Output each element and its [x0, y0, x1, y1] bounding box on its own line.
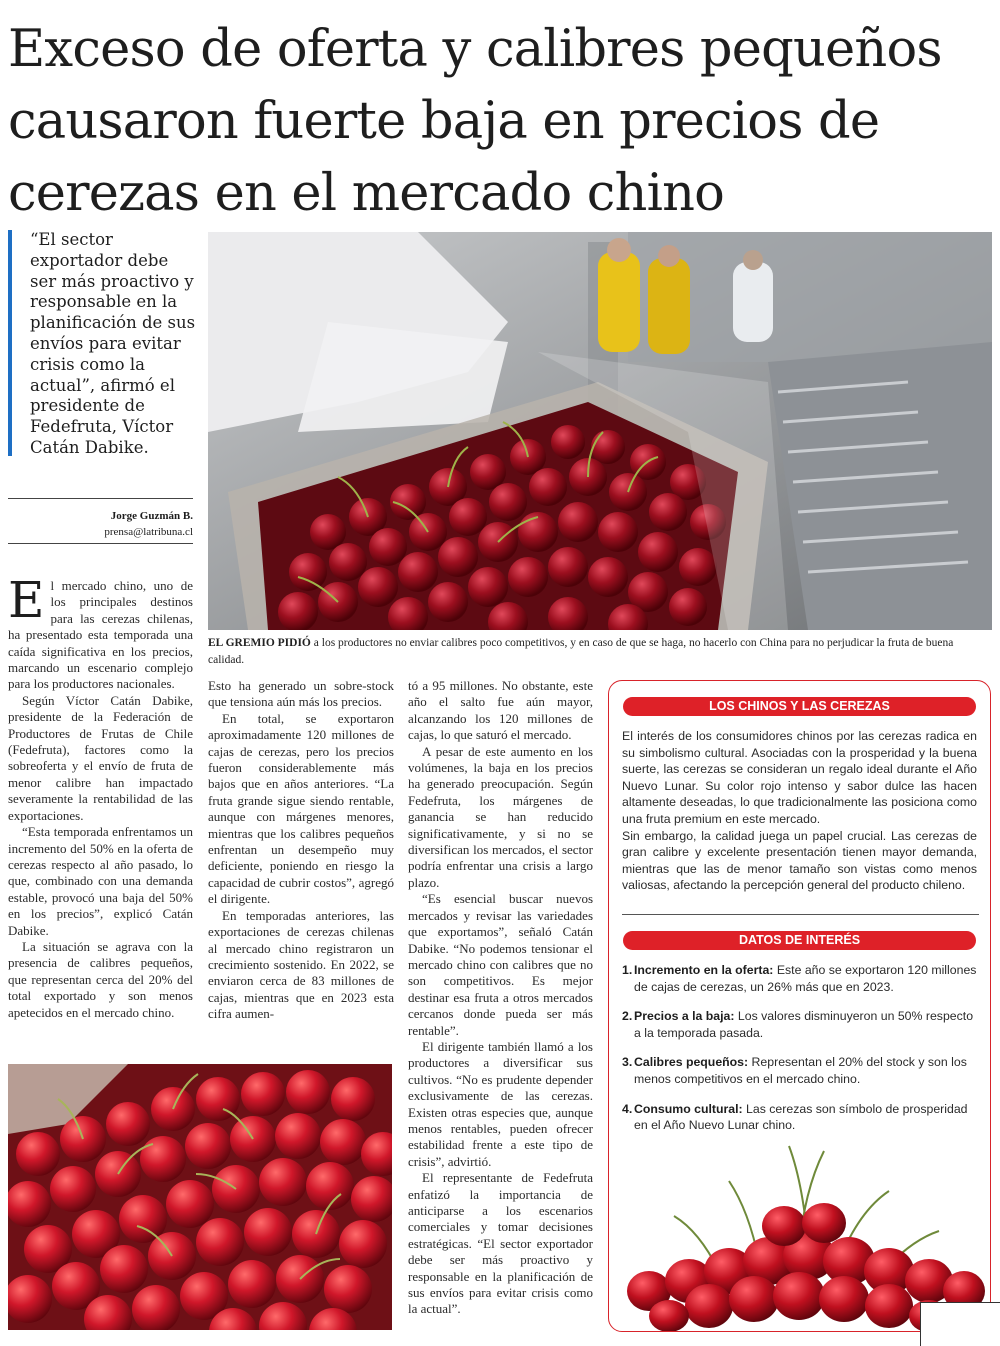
sidebar-title-datos: DATOS DE INTERÉS: [623, 931, 976, 950]
sidebar-title-chinos: LOS CHINOS Y LAS CEREZAS: [623, 697, 976, 716]
datos-item: 4. Consumo cultural: Las cerezas son símbolo de prosperidad en el Año Nuevo Lunar chino.: [622, 1101, 968, 1133]
sidebar-intro: [622, 728, 977, 894]
byline-email: prensa@latribuna.cl: [104, 526, 193, 538]
caption-lead: EL GREMIO PIDIÓ: [208, 637, 311, 649]
article-paragraph: La situación se agrava con la presencia de calibres pequeños, que representan cerca del 20% del total exportado y son menos apetecidos en el mercado chino.: [8, 938, 193, 1020]
article-paragraph: tó a 95 millones. No obstante, este año el salto fue aún mayor, alcanzando los 120 millones de cajas, lo que saturó el mercado.: [408, 678, 593, 743]
headline: Exceso de oferta y calibres pequeños causaron fuerte baja en precios de cerezas en el mercado chino: [8, 20, 942, 223]
caption-text: a los productores no enviar calibres poco competitivos, y en caso de que se haga, no hacerlo con China para no perjudicar la fruta de buena calidad.: [208, 637, 954, 666]
article-paragraph: “Es esencial buscar nuevos mercados y revisar las variedades que exportamos”, señaló Catán Dabike. “No podemos tensionar el mercado chino con calibres que no son competitivos. Es mejor destinar esa fruta a otros mercados cercanos donde pueda ser más rentable”.: [408, 891, 593, 1038]
pull-quote: “El sector exportador debe ser más proactivo y responsable en la planificación de sus envíos para evitar crisis como la actual”, afirmó el presidente de Fedefruta, Víctor Catán Dabike.: [8, 230, 196, 456]
main-photo-cherry-packing: [208, 232, 992, 630]
article-paragraph: A pesar de este aumento en los volúmenes, la baja en los precios ha generado preocupación. Según Fedefruta, los márgenes de ganancia se han reducido significativamente, y si no se diversifican los mercados, el sector podría enfrentar una crisis a largo plazo.: [408, 743, 593, 890]
drop-cap: E: [8, 571, 45, 629]
datos-item: 1. Incremento en la oferta: Este año se exportaron 120 millones de cajas de cerezas, un 26% más que en 2023.: [622, 963, 977, 994]
byline-author: Jorge Guzmán B.: [110, 510, 193, 522]
cherries-closeup-illustration: [8, 1064, 392, 1330]
article-paragraph: Esto ha generado un sobre-stock que tensiona aún más los precios.: [208, 678, 394, 710]
article-column-1: [8, 571, 193, 1021]
datos-item: 3. Calibres pequeños: Representan el 20% del stock y son los menos competitivos en el mercado chino.: [622, 1055, 967, 1086]
sidebar-paragraph: El interés de los consumidores chinos por las cerezas radica en su simbolismo cultural. Asociadas con la prosperidad y la buena suerte, las cerezas se consideran un regalo ideal durante el Año Nuevo Lunar. Su color rojo intenso y sabor dulce las hacen altamente deseadas, lo que tradicionalmente las posiciona como una fruta premium en este mercado.: [622, 729, 977, 826]
article-column-2: [208, 678, 394, 1023]
photo-caption: [208, 635, 992, 669]
datos-list: [622, 962, 977, 1147]
article-paragraph: En total, se exportaron aproximadamente 120 millones de cajas de cerezas, pero los precios fueron considerablemente más bajos que en años anteriores. “La fruta grande sigue siendo rentable, aunque con márgenes menores, mientras que los calibres pequeños enfrentan un desempeño muy deficiente, poniendo en riesgo la capacidad de cubrir costos”, agregó el dirigente.: [208, 710, 394, 907]
article-paragraph: El mercado chino, uno de los principales destinos para las cerezas chilenas, ha presentado esta temporada una caída significativa en los precios, marcando un escenario complejo para los productores nacionales.: [8, 571, 193, 692]
page-corner-box: [920, 1302, 1000, 1346]
sidebar-divider: [622, 914, 979, 915]
article-paragraph: “Esta temporada enfrentamos un incremento del 50% en la oferta de cerezas respecto al año pasado, lo que, combinado con una demanda estable, provocó una baja del 50% en los precios”, explicó Catán Dabike.: [8, 824, 193, 938]
cherries-closeup-photo: [8, 1064, 392, 1330]
article-column-3: [408, 678, 593, 1318]
article-paragraph: El dirigente también llamó a los productores a diversificar sus cultivos. “No es prudente depender exclusivamente de las cerezas. Existen otras especies que, aunque menos rentables, pueden ofrecer estabilidad frente a este tipo de crisis”, advirtió.: [408, 1038, 593, 1169]
sidebar-box: [608, 680, 991, 1332]
packing-plant-illustration: [208, 232, 992, 630]
datos-item: 2. Precios a la baja: Los valores disminuyeron un 50% respecto a la temporada pasada.: [622, 1009, 974, 1040]
article-paragraph: El representante de Fedefruta enfatizó la importancia de anticiparse a los escenarios comerciales y tomar decisiones estratégicas. “El sector exportador debe ser más proactivo y responsable en la planificación de sus envíos para evitar crisis como la actual”.: [408, 1170, 593, 1317]
sidebar-paragraph: Sin embargo, la calidad juega un papel crucial. Las cerezas de gran calibre y excelente presentación tienen mayor demanda, mientras que las de menor tamaño son vistas como menos valiosas, afectando la percepción general del producto chileno.: [622, 828, 977, 893]
byline: [8, 498, 193, 544]
article-paragraph: Según Víctor Catán Dabike, presidente de la Federación de Productores de Frutas de Chile (Fedefruta), factores como la sobreoferta y el envío de fruta de menor calibre han impactado severamente la rentabilidad de las exportaciones.: [8, 692, 193, 823]
article-paragraph: En temporadas anteriores, las exportaciones de cerezas chilenas al mercado chino registraron un crecimiento sostenido. En 2022, se enviaron cerca de 83 millones de cajas, mientras que en 2023 esta cifra aumen-: [208, 907, 394, 1022]
cherry-pile-image: [609, 1131, 991, 1331]
